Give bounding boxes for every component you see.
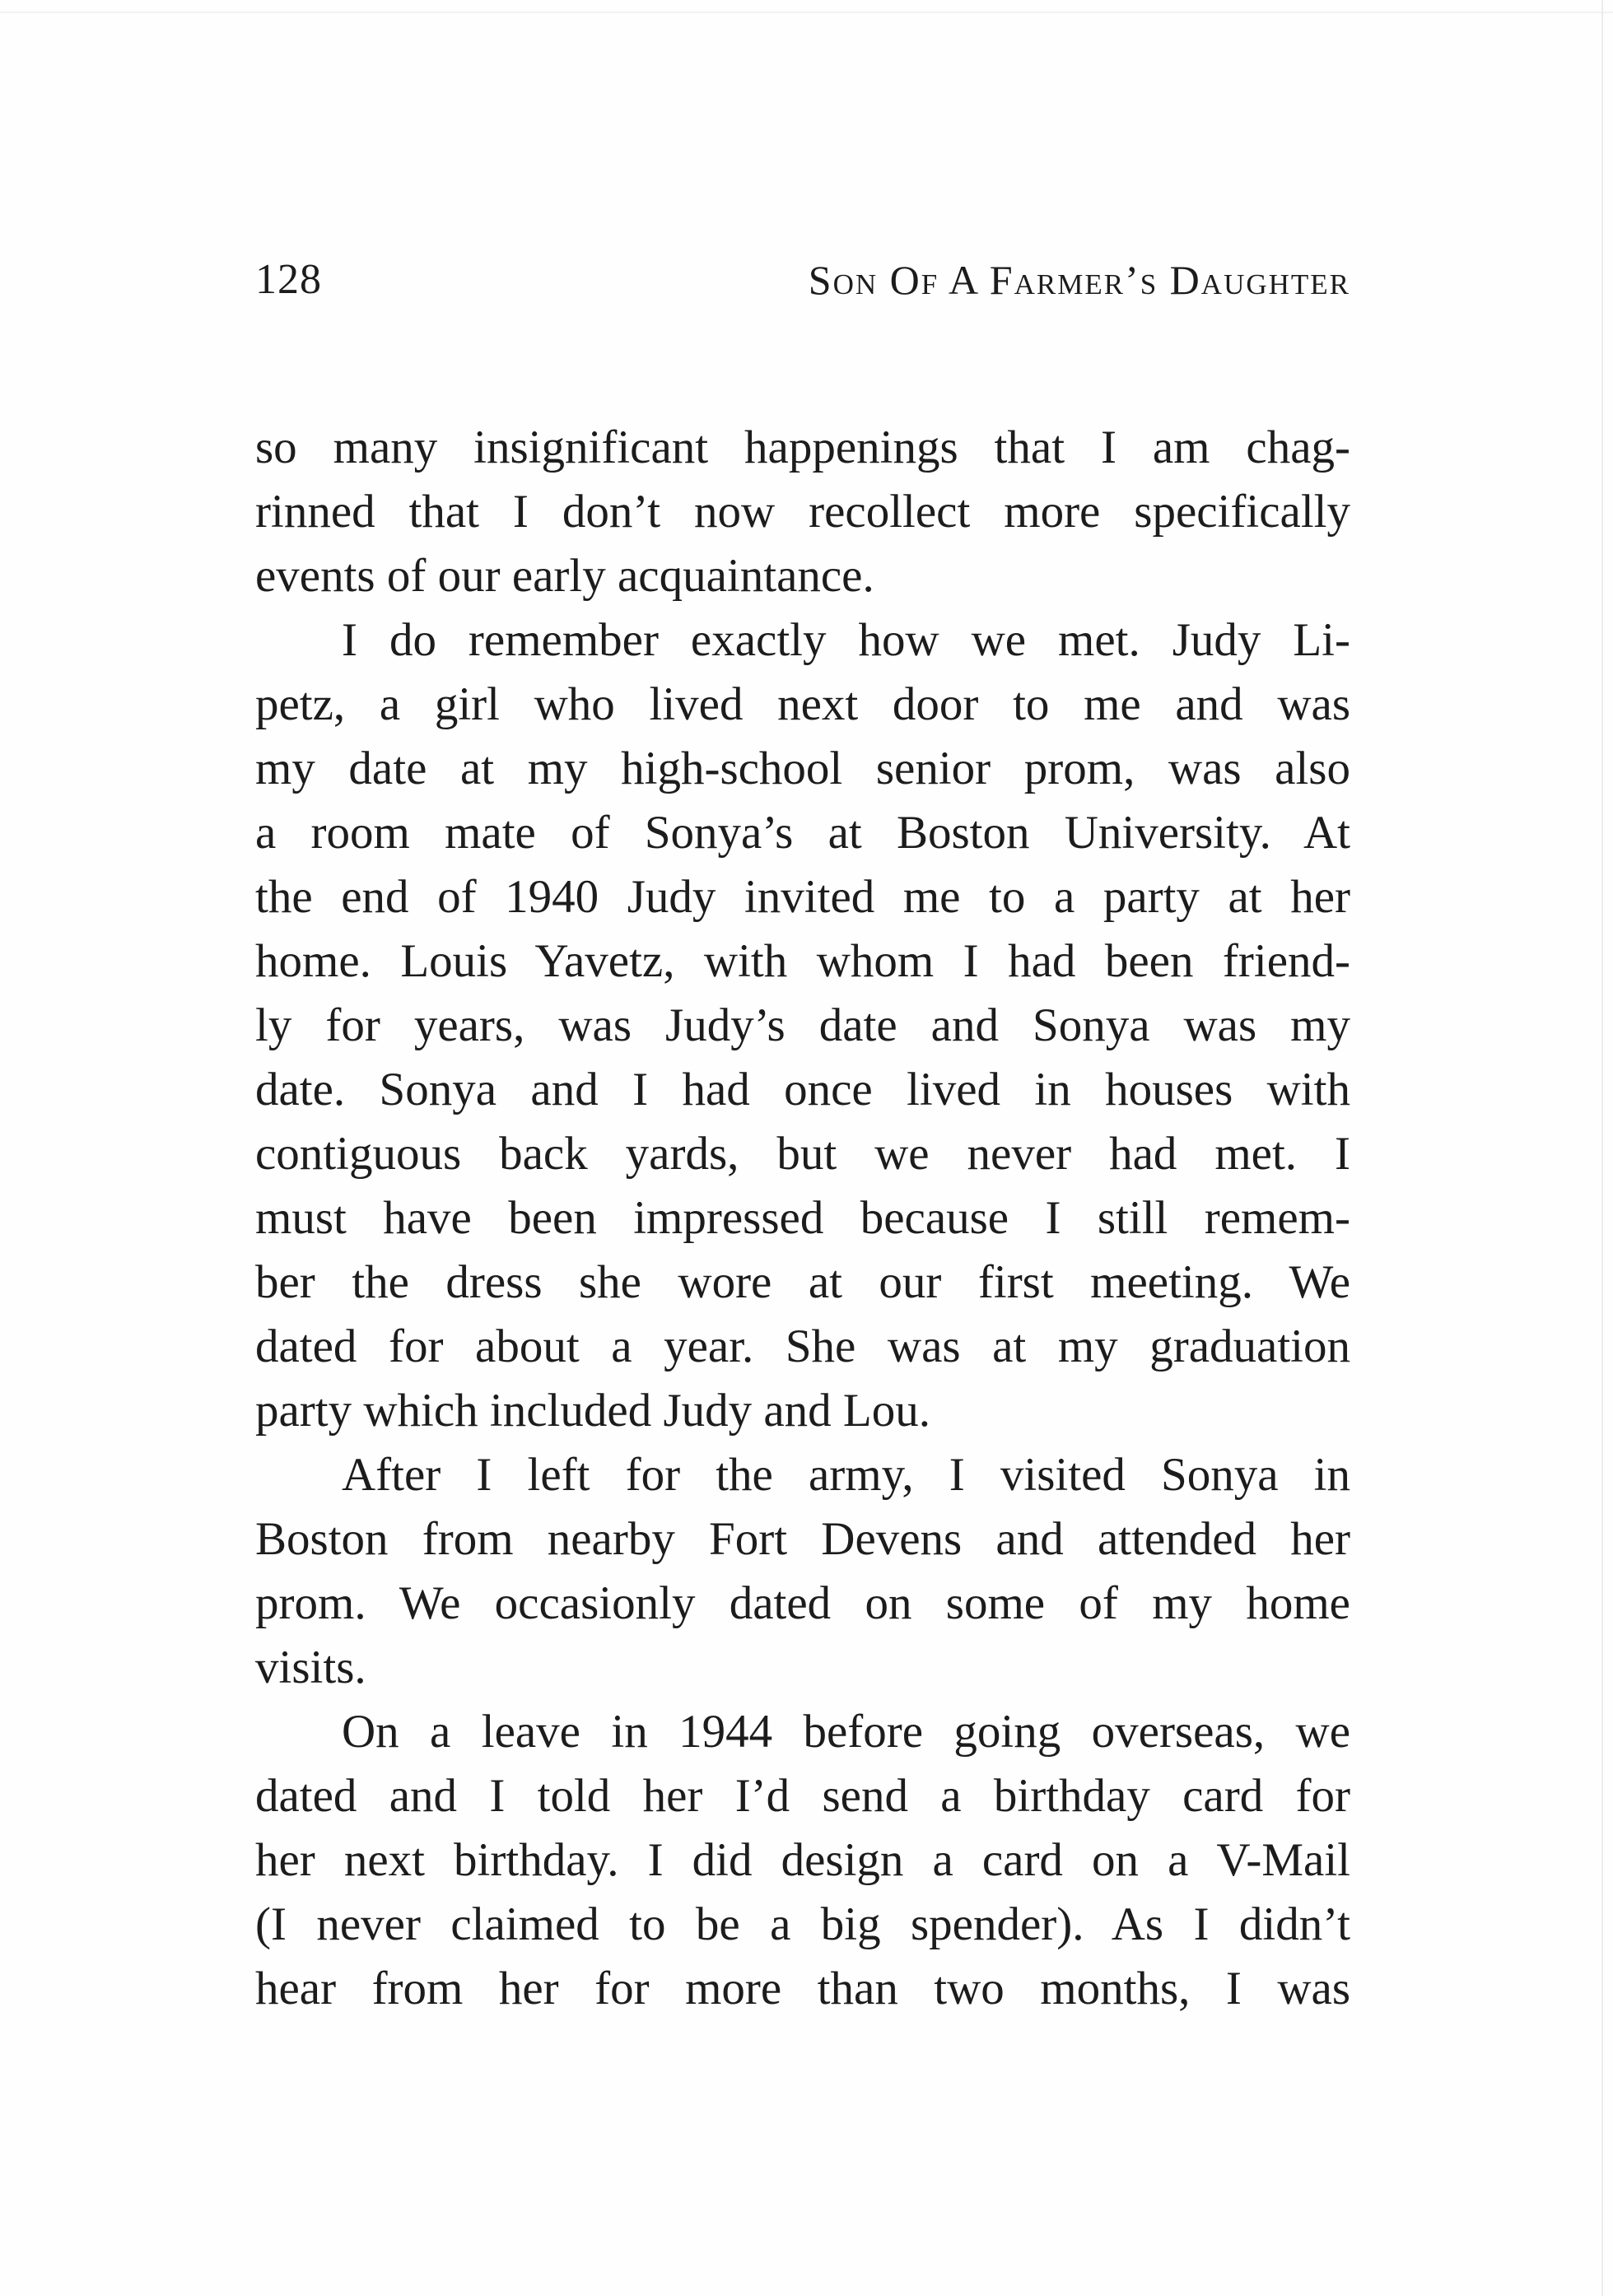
text-line: date. Sonya and I had once lived in houses with: [255, 1064, 1350, 1115]
text-line: visits.: [255, 1642, 366, 1693]
page-top-edge: [0, 12, 1613, 13]
text-line: my date at my high-school senior prom, was also: [255, 743, 1350, 794]
text-line: home. Louis Yavetz, with whom I had been friend-: [255, 935, 1350, 987]
text-line: Boston from nearby Fort Devens and attended her: [255, 1513, 1350, 1565]
text-line: dated and I told her I’d send a birthday card for: [255, 1770, 1350, 1822]
text-line: prom. We occasionly dated on some of my home: [255, 1577, 1350, 1629]
book-title: Son Of A Farmer’s Daughter: [808, 257, 1350, 303]
page-number: 128: [255, 256, 322, 303]
text-line: On a leave in 1944 before going overseas, we: [342, 1706, 1350, 1758]
text-line: ber the dress she wore at our first meeting. We: [255, 1256, 1350, 1308]
text-line: ly for years, was Judy’s date and Sonya was my: [255, 999, 1350, 1051]
text-line: party which included Judy and Lou.: [255, 1385, 930, 1437]
text-line: After I left for the army, I visited Sonya in: [342, 1449, 1350, 1501]
text-line: (I never claimed to be a big spender). As I didn’t: [255, 1898, 1350, 1950]
text-line: rinned that I don’t now recollect more specifically: [255, 486, 1350, 538]
page-right-edge: [1601, 0, 1603, 2296]
text-line: contiguous back yards, but we never had met. I: [255, 1128, 1350, 1180]
text-line: so many insignificant happenings that I am chag-: [255, 421, 1350, 473]
text-line: petz, a girl who lived next door to me and was: [255, 678, 1350, 730]
text-line: a room mate of Sonya’s at Boston University. At: [255, 807, 1350, 859]
text-line: the end of 1940 Judy invited me to a party at her: [255, 871, 1350, 923]
text-line: her next birthday. I did design a card on a V-Mail: [255, 1834, 1350, 1886]
running-head: [255, 247, 1350, 313]
text-line: events of our early acquaintance.: [255, 550, 874, 602]
text-line: hear from her for more than two months, I was: [255, 1963, 1350, 2014]
text-line: must have been impressed because I still remem-: [255, 1192, 1350, 1244]
body-text: [255, 416, 1350, 2021]
text-line: I do remember exactly how we met. Judy Li-: [342, 614, 1350, 666]
text-line: dated for about a year. She was at my graduation: [255, 1320, 1350, 1372]
